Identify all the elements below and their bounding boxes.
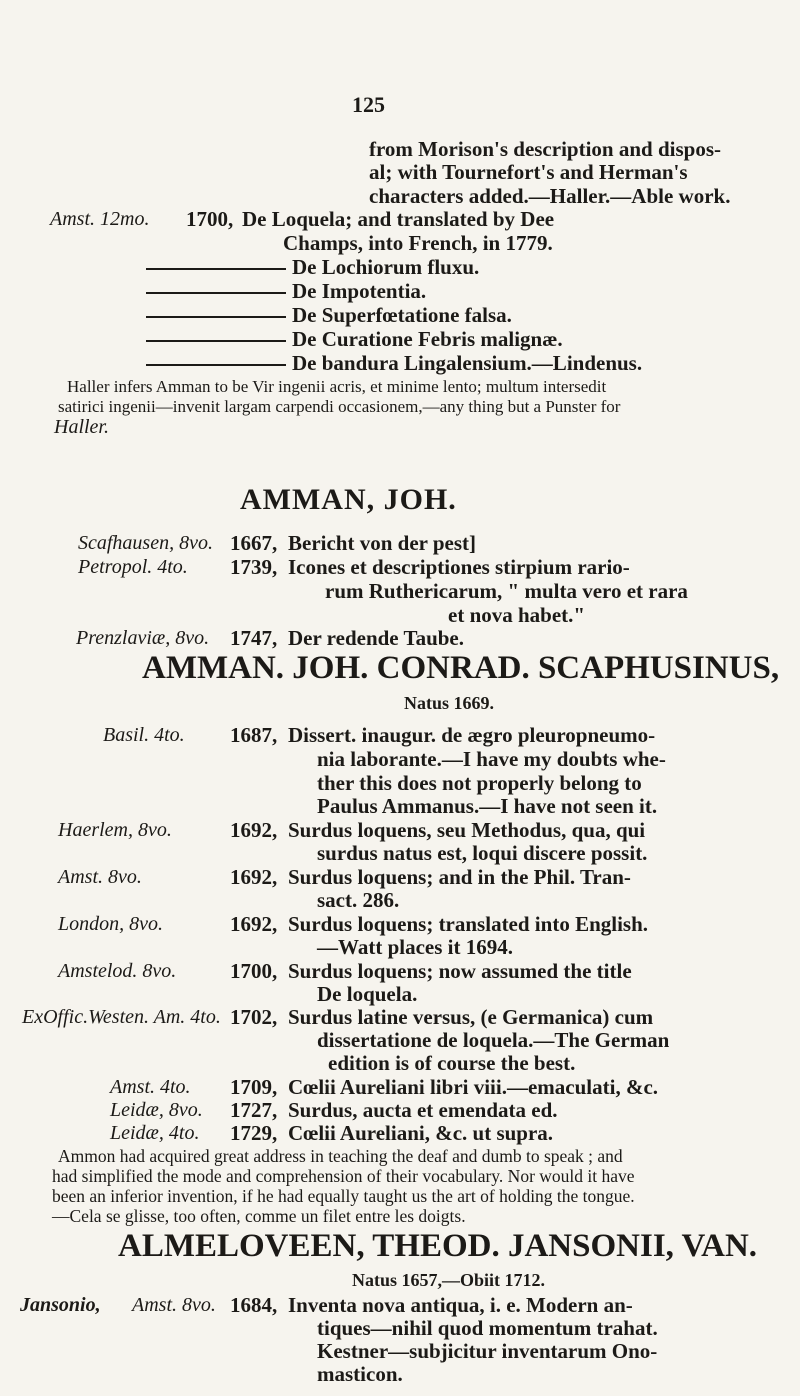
text-line: Champs, into French, in 1779. [283, 231, 553, 255]
entry-year: 1700, [230, 959, 278, 983]
text-line: De Superfœtatione falsa. [146, 304, 512, 326]
entry-text: sact. 286. [317, 888, 400, 912]
entry-place: Amst. 12mo. [50, 208, 150, 230]
entry-place: Leidæ, 8vo. [110, 1099, 203, 1121]
entry-text: tiques—nihil quod momentum trahat. [317, 1316, 658, 1340]
entry-year: 1747, [230, 626, 278, 650]
section-heading: AMMAN. JOH. CONRAD. SCAPHUSINUS, [142, 650, 780, 686]
text-line: De Impotentia. [146, 280, 426, 302]
text-line: De bandura Lingalensium.—Lindenus. [146, 352, 642, 374]
entry-place: Prenzlaviæ, 8vo. [76, 627, 210, 649]
entry-text: Surdus, aucta et emendata ed. [288, 1098, 558, 1122]
ditto-rule [146, 340, 286, 342]
entry-place: London, 8vo. [58, 913, 163, 935]
text-line: characters added.—Haller.—Able work. [369, 184, 731, 208]
entry-text: ther this does not properly belong to [317, 771, 642, 795]
entry-text: Surdus loquens; translated into English. [288, 912, 649, 936]
text-line: al; with Tournefort's and Herman's [369, 160, 688, 184]
entry-year: 1692, [230, 865, 278, 889]
entry-place: Amst. 4to. [110, 1076, 191, 1098]
entry-text: Inventa nova antiqua, i. e. Modern an- [288, 1293, 633, 1317]
entry-place: Petropol. 4to. [78, 556, 188, 578]
entry-year: 1684, [230, 1293, 278, 1317]
entry-year: 1739, [230, 555, 278, 579]
entry-text: Cœlii Aureliani, &c. ut supra. [288, 1121, 554, 1145]
text-line: from Morison's description and dispos- [369, 137, 721, 161]
entry-text: Bericht von der pest] [288, 531, 477, 555]
note-line: had simplified the mode and comprehension of their vocabulary. Nor would it have [52, 1166, 635, 1186]
birth-note: Natus 1669. [404, 693, 495, 713]
note-line: —Cela se glisse, too often, comme un filet entre les doigts. [52, 1206, 466, 1226]
entry-year: 1687, [230, 723, 278, 747]
text-line: De Loquela; and translated by Dee [242, 207, 555, 231]
section-heading: ALMELOVEEN, THEOD. JANSONII, VAN. [118, 1228, 758, 1264]
note-line: Ammon had acquired great address in teaching the deaf and dumb to speak ; and [58, 1146, 623, 1166]
text-line: De Curatione Febris malignæ. [146, 328, 563, 350]
margin-note: Jansonio, [20, 1294, 101, 1316]
entry-year: 1692, [230, 912, 278, 936]
entry-year: 1729, [230, 1121, 278, 1145]
entry-place: Basil. 4to. [103, 724, 185, 746]
entry-text: Kestner—subjicitur inventarum Ono- [317, 1339, 658, 1363]
entry-text: masticon. [317, 1362, 403, 1386]
entry-text: Surdus loquens; now assumed the title [288, 959, 632, 983]
entry-text: nia laborante.—I have my doubts whe- [317, 747, 666, 771]
entry-place: ExOffic.Westen. Am. 4to. [22, 1006, 221, 1028]
entry-year: 1709, [230, 1075, 278, 1099]
entry-text: Der redende Taube. [288, 626, 464, 650]
ditto-rule [146, 316, 286, 318]
entry-year: 1667, [230, 531, 278, 555]
margin-note: Haller. [54, 416, 109, 438]
note-line: Haller infers Amman to be Vir ingenii acris, et minime lento; multum intersedit [67, 377, 607, 396]
entry-text: Dissert. inaugur. de ægro pleuropneumo- [288, 723, 656, 747]
entry-text: —Watt places it 1694. [317, 935, 513, 959]
entry-year: 1700, [186, 207, 234, 231]
birth-death-note: Natus 1657,—Obiit 1712. [352, 1270, 546, 1290]
ditto-rule [146, 268, 286, 270]
entry-year: 1692, [230, 818, 278, 842]
entry-year: 1702, [230, 1005, 278, 1029]
entry-text: edition is of course the best. [328, 1051, 576, 1075]
entry-text: surdus natus est, loqui discere possit. [317, 841, 648, 865]
entry-text: Paulus Ammanus.—I have not seen it. [317, 794, 658, 818]
entry-text: et nova habet." [448, 603, 586, 627]
page-number: 125 [352, 92, 385, 117]
entry-place: Amstelod. 8vo. [58, 960, 177, 982]
entry-year: 1727, [230, 1098, 278, 1122]
entry-text: Surdus loquens; and in the Phil. Tran- [288, 865, 631, 889]
entry-place: Scafhausen, 8vo. [78, 532, 213, 554]
note-line: been an inferior invention, if he had equally taught us the art of holding the tongue. [52, 1186, 635, 1206]
entry-text: Cœlii Aureliani libri viii.—emaculati, &c. [288, 1075, 659, 1099]
ditto-rule [146, 292, 286, 294]
entry-place: Amst. 8vo. [58, 866, 142, 888]
entry-text: Icones et descriptiones stirpium rario- [288, 555, 630, 579]
entry-place: Haerlem, 8vo. [58, 819, 172, 841]
entry-text: Surdus loquens, seu Methodus, qua, qui [288, 818, 646, 842]
text-line: De Lochiorum fluxu. [146, 256, 479, 278]
entry-place: Amst. 8vo. [132, 1294, 216, 1316]
section-heading: AMMAN, JOH. [240, 483, 457, 516]
entry-text: rum Ruthericarum, " multa vero et rara [325, 579, 688, 603]
entry-text: De loquela. [317, 982, 418, 1006]
entry-text: dissertatione de loquela.—The German [317, 1028, 670, 1052]
note-line: satirici ingenii—invenit largam carpendi occasionem,—any thing but a Punster for [58, 397, 621, 416]
entry-place: Leidæ, 4to. [110, 1122, 200, 1144]
entry-text: Surdus latine versus, (e Germanica) cum [288, 1005, 654, 1029]
ditto-rule [146, 364, 286, 366]
